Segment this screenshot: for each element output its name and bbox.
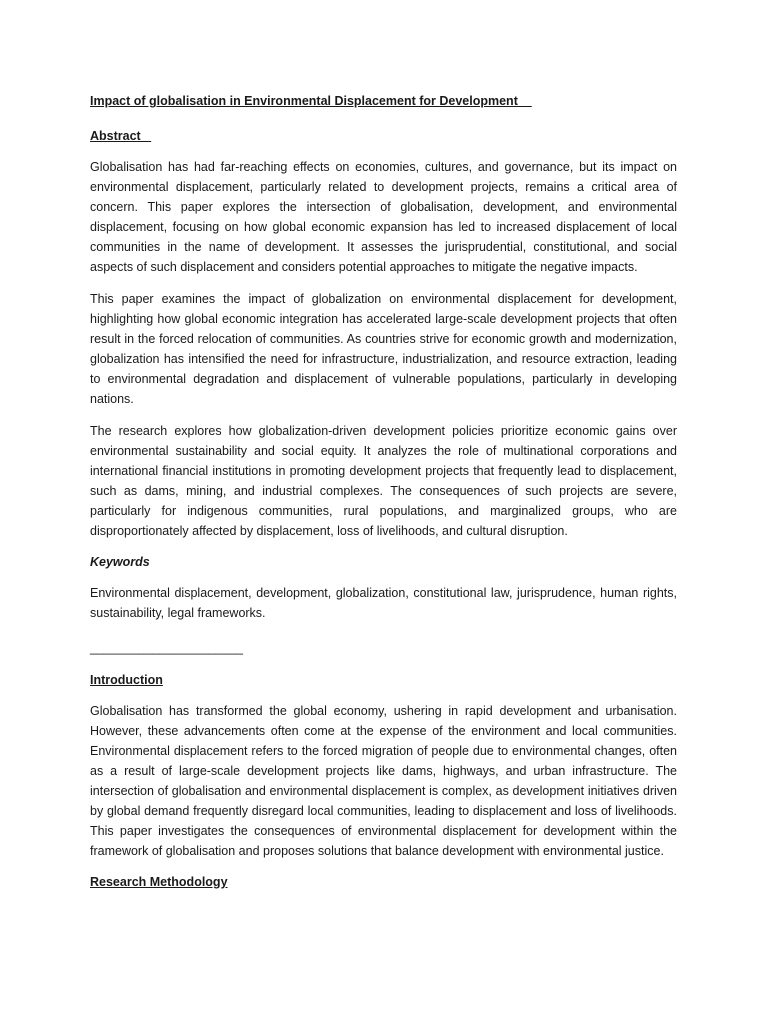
document-page [90, 92, 677, 903]
research-methodology-heading: Research Methodology [90, 875, 228, 889]
keywords-text: Environmental displacement, development, globalization, constitutional law, jurisprudence, human rights, sustainability, legal frameworks. [90, 586, 677, 620]
document-title: Impact of globalisation in Environmental Displacement for Development [90, 94, 532, 108]
abstract-heading: Abstract [90, 129, 152, 143]
introduction-heading: Introduction [90, 673, 163, 687]
introduction-paragraph: Globalisation has transformed the global economy, ushering in rapid development and urbanisation. However, these advancements often come at the expense of the environment and local communities. Environmental displacement refers to the forced migration of people due to environmental changes, often as a result of large-scale development projects like dams, highways, and urban infrastructure. The intersection of globalisation and environmental displacement is complex, as development initiatives driven by global demand frequently disregard local communities, leading to displacement and loss of livelihoods. This paper investigates the consequences of environmental displacement for development within the framework of globalisation and proposes solutions that balance development with environmental justice. [90, 704, 677, 858]
abstract-paragraph-2: This paper examines the impact of globalization on environmental displacement for development, highlighting how global economic integration has accelerated large-scale development projects that often result in the forced relocation of communities. As countries strive for economic growth and modernization, globalization has intensified the need for infrastructure, industrialization, and resource extraction, leading to environmental degradation and displacement of vulnerable populations, particularly in developing nations. [90, 292, 677, 406]
keywords-heading: Keywords [90, 555, 150, 569]
abstract-paragraph-3: The research explores how globalization-driven development policies prioritize economic gains over environmental sustainability and social equity. It analyzes the role of multinational corporations and international financial institutions in promoting development projects that frequently lead to displacement, such as dams, mining, and industrial complexes. The consequences of such projects are severe, particularly for indigenous communities, rural populations, and marginalized groups, who are disproportionately affected by displacement, loss of livelihoods, and cultural disruption. [90, 424, 677, 538]
section-separator: ______________________ [90, 641, 243, 655]
abstract-paragraph-1: Globalisation has had far-reaching effects on economies, cultures, and governance, but its impact on environmental displacement, particularly related to development projects, remains a critical area of concern. This paper explores the intersection of globalisation, development, and environmental displacement, focusing on how global economic expansion has led to increased displacement of local communities in the name of development. It assesses the jurisprudential, constitutional, and social aspects of such displacement and considers potential approaches to mitigate the negative impacts. [90, 160, 677, 274]
